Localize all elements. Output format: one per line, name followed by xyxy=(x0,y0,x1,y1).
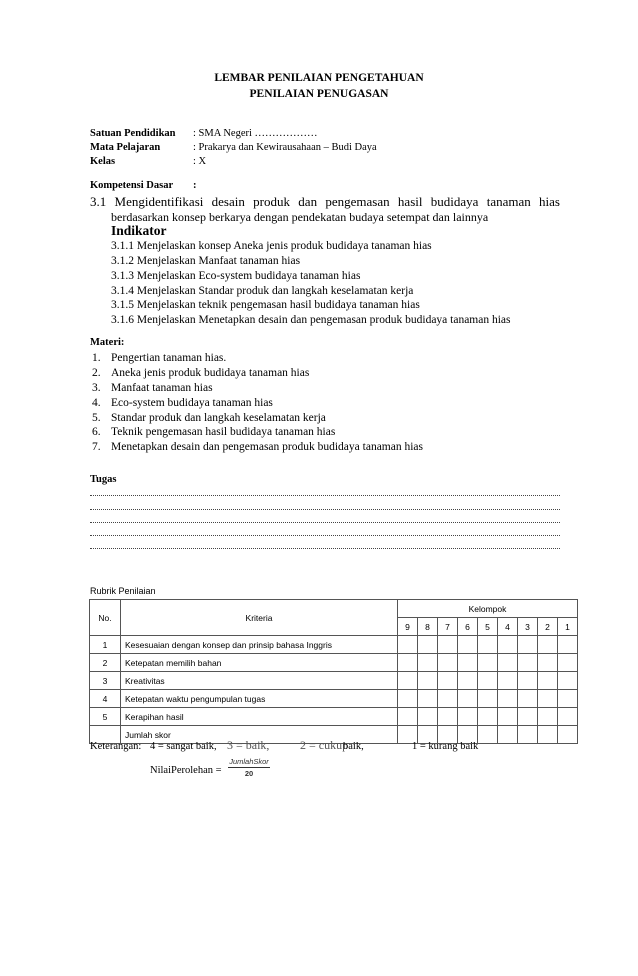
kelompok-number: 6 xyxy=(458,618,478,636)
score-cell[interactable] xyxy=(498,726,518,744)
score-cell[interactable] xyxy=(518,636,538,654)
indikator-item: 3.1.5 Menjelaskan teknik pengemasan hasil budidaya tanaman hias xyxy=(111,299,420,311)
kd-label: Kompetensi Dasar xyxy=(90,180,174,191)
table-row xyxy=(90,636,578,654)
identity-value: : SMA Negeri ……………… xyxy=(193,128,318,139)
formula-numerator: JumlahSkor xyxy=(229,757,269,766)
score-cell[interactable] xyxy=(418,690,438,708)
nilai-label: NilaiPerolehan = xyxy=(150,765,222,776)
score-cell[interactable] xyxy=(558,636,578,654)
score-cell[interactable] xyxy=(518,690,538,708)
score-cell[interactable] xyxy=(558,708,578,726)
answer-line xyxy=(90,535,560,537)
row-number: 5 xyxy=(90,708,121,726)
score-cell[interactable] xyxy=(398,672,418,690)
materi-number: 4. xyxy=(92,397,101,409)
row-kriteria: Kreativitas xyxy=(121,672,398,690)
score-cell[interactable] xyxy=(498,708,518,726)
indikator-item: 3.1.3 Menjelaskan Eco-system budidaya tanaman hias xyxy=(111,270,361,282)
row-number: 1 xyxy=(90,636,121,654)
kd-text-line2: berdasarkan konsep berkarya dengan pendekatan budaya setempat dan lainnya xyxy=(111,210,489,224)
score-cell[interactable] xyxy=(458,636,478,654)
score-cell[interactable] xyxy=(398,690,418,708)
row-number: 4 xyxy=(90,690,121,708)
score-cell[interactable] xyxy=(418,654,438,672)
answer-line xyxy=(90,495,560,497)
materi-item: Menetapkan desain dan pengemasan produk budidaya tanaman hias xyxy=(111,441,423,453)
score-cell[interactable] xyxy=(398,708,418,726)
indikator-item: 3.1.1 Menjelaskan konsep Aneka jenis produk budidaya tanaman hias xyxy=(111,240,432,252)
kelompok-number: 2 xyxy=(538,618,558,636)
col-kelompok-header: Kelompok xyxy=(398,600,578,618)
nilai-formula xyxy=(226,757,272,778)
row-number: 3 xyxy=(90,672,121,690)
row-kriteria: Jumlah skor xyxy=(121,726,398,744)
score-cell[interactable] xyxy=(538,636,558,654)
materi-number: 5. xyxy=(92,412,101,424)
rubrik-title: Rubrik Penilaian xyxy=(90,586,156,596)
keterangan-scale-1: 1 = kurang baik xyxy=(412,741,479,752)
score-cell[interactable] xyxy=(478,708,498,726)
score-cell[interactable] xyxy=(418,636,438,654)
row-number: 2 xyxy=(90,654,121,672)
score-cell[interactable] xyxy=(398,654,418,672)
kd-colon: : xyxy=(193,180,197,191)
materi-number: 3. xyxy=(92,382,101,394)
materi-number: 1. xyxy=(92,352,101,364)
score-cell[interactable] xyxy=(538,726,558,744)
identity-value: : X xyxy=(193,156,207,167)
score-cell[interactable] xyxy=(538,690,558,708)
score-cell[interactable] xyxy=(458,708,478,726)
kelompok-number: 5 xyxy=(478,618,498,636)
score-cell[interactable] xyxy=(478,654,498,672)
score-cell[interactable] xyxy=(538,708,558,726)
row-kriteria: Kesesuaian dengan konsep dan prinsip bahasa Inggris xyxy=(121,636,398,654)
kelompok-number: 9 xyxy=(398,618,418,636)
score-cell[interactable] xyxy=(558,690,578,708)
materi-item: Eco-system budidaya tanaman hias xyxy=(111,397,273,409)
indikator-item: 3.1.4 Menjelaskan Standar produk dan langkah keselamatan kerja xyxy=(111,285,414,297)
score-cell[interactable] xyxy=(538,672,558,690)
row-kriteria: Ketepatan waktu pengumpulan tugas xyxy=(121,690,398,708)
score-cell[interactable] xyxy=(458,672,478,690)
score-cell[interactable] xyxy=(518,672,538,690)
indikator-item: 3.1.2 Menjelaskan Manfaat tanaman hias xyxy=(111,255,301,267)
score-cell[interactable] xyxy=(518,654,538,672)
table-row xyxy=(90,708,578,726)
score-cell[interactable] xyxy=(498,636,518,654)
kelompok-number: 3 xyxy=(518,618,538,636)
identity-label: Kelas xyxy=(90,156,116,167)
score-cell[interactable] xyxy=(558,726,578,744)
indikator-heading: Indikator xyxy=(111,223,167,238)
materi-item: Manfaat tanaman hias xyxy=(111,382,213,394)
score-cell[interactable] xyxy=(478,690,498,708)
page-subtitle: PENILAIAN PENUGASAN xyxy=(249,88,389,100)
table-row xyxy=(90,690,578,708)
rubric-header-row xyxy=(90,600,578,618)
score-cell[interactable] xyxy=(478,672,498,690)
col-kriteria-header: Kriteria xyxy=(121,600,398,636)
materi-item: Teknik pengemasan hasil budidaya tanaman hias xyxy=(111,426,336,438)
score-cell[interactable] xyxy=(558,672,578,690)
kelompok-number: 4 xyxy=(498,618,518,636)
score-cell[interactable] xyxy=(518,708,538,726)
keterangan-scale-2-suffix: baik, xyxy=(343,741,364,752)
score-cell[interactable] xyxy=(558,654,578,672)
keterangan-scale-4: 4 = sangat baik, xyxy=(150,741,217,752)
keterangan-scale-2: 2 = cukup xyxy=(300,738,349,752)
kd-text-line1: 3.1 Mengidentifikasi desain produk dan pengemasan hasil budidaya tanaman hias xyxy=(90,194,560,209)
score-cell[interactable] xyxy=(418,672,438,690)
score-cell[interactable] xyxy=(518,726,538,744)
page-title: LEMBAR PENILAIAN PENGETAHUAN xyxy=(214,72,424,84)
materi-item: Standar produk dan langkah keselamatan kerja xyxy=(111,412,326,424)
materi-item: Aneka jenis produk budidaya tanaman hias xyxy=(111,367,310,379)
keterangan-scale-3: 3 = baik, xyxy=(227,738,270,752)
score-cell[interactable] xyxy=(438,690,458,708)
formula-denominator: 20 xyxy=(244,769,254,778)
score-cell[interactable] xyxy=(538,654,558,672)
score-cell[interactable] xyxy=(398,636,418,654)
rubric-table xyxy=(89,599,578,744)
identity-value: : Prakarya dan Kewirausahaan – Budi Daya xyxy=(193,142,377,153)
indikator-item: 3.1.6 Menjelaskan Menetapkan desain dan pengemasan produk budidaya tanaman hias xyxy=(111,314,511,326)
identity-label: Mata Pelajaran xyxy=(90,142,161,153)
keterangan-label: Keterangan: xyxy=(90,741,142,752)
identity-label: Satuan Pendidikan xyxy=(90,128,176,139)
kelompok-number: 8 xyxy=(418,618,438,636)
score-cell[interactable] xyxy=(498,672,518,690)
materi-number: 2. xyxy=(92,367,101,379)
score-cell[interactable] xyxy=(458,654,478,672)
col-no-header: No. xyxy=(90,600,121,636)
kelompok-number: 1 xyxy=(558,618,578,636)
materi-item: Pengertian tanaman hias. xyxy=(111,352,227,364)
answer-line xyxy=(90,548,560,550)
materi-number: 6. xyxy=(92,426,101,438)
score-cell[interactable] xyxy=(438,672,458,690)
score-cell[interactable] xyxy=(498,654,518,672)
row-kriteria: Ketepatan memilih bahan xyxy=(121,654,398,672)
table-row xyxy=(90,654,578,672)
score-cell[interactable] xyxy=(478,636,498,654)
answer-line xyxy=(90,509,560,511)
materi-heading: Materi: xyxy=(90,337,125,348)
table-row xyxy=(90,672,578,690)
row-kriteria: Kerapihan hasil xyxy=(121,708,398,726)
score-cell[interactable] xyxy=(418,708,438,726)
score-cell[interactable] xyxy=(438,708,458,726)
score-cell[interactable] xyxy=(478,726,498,744)
score-cell[interactable] xyxy=(498,690,518,708)
kelompok-number: 7 xyxy=(438,618,458,636)
score-cell[interactable] xyxy=(438,654,458,672)
fraction-bar xyxy=(228,767,270,768)
answer-line xyxy=(90,522,560,524)
score-cell[interactable] xyxy=(458,690,478,708)
score-cell[interactable] xyxy=(438,636,458,654)
materi-number: 7. xyxy=(92,441,101,453)
tugas-heading: Tugas xyxy=(90,474,117,485)
